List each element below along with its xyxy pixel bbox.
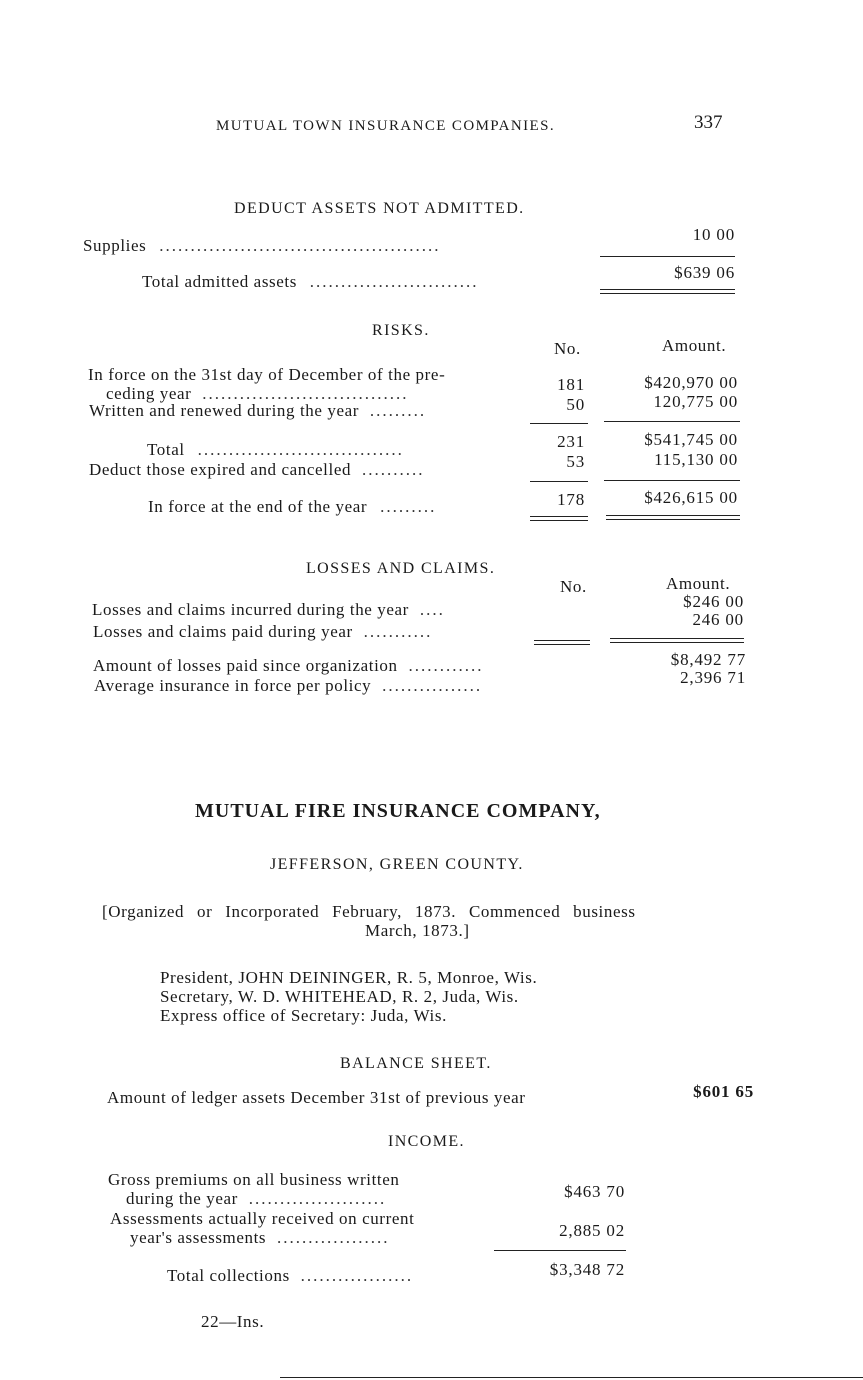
company-express-office: Express office of Secretary: Juda, Wis. — [160, 1006, 447, 1025]
income-heading: INCOME. — [388, 1133, 465, 1150]
losses-amount-double-rule — [610, 638, 744, 643]
risks-heading: RISKS. — [372, 322, 430, 339]
page-number: 337 — [694, 112, 723, 133]
page-footer: 22—Ins. — [201, 1312, 265, 1331]
ledger-assets-amount: $601 65 — [693, 1082, 754, 1101]
deduct-heading: DEDUCT ASSETS NOT ADMITTED. — [234, 200, 525, 217]
supplies-amount: 10 00 — [692, 225, 735, 244]
supplies-rule — [600, 256, 735, 257]
income-assess-label-2: year's assessments .................. — [130, 1228, 390, 1247]
losses-since-org-amount: $8,492 77 — [670, 650, 746, 669]
risks-row-prior-label-1: In force on the 31st day of December of the pre- — [88, 365, 446, 384]
total-admitted-label: Total admitted assets ........................... — [142, 272, 479, 291]
income-total-rule — [494, 1250, 626, 1251]
risks-row-written-amount: 120,775 00 — [653, 392, 738, 411]
risks-row-total-amount: $541,745 00 — [644, 430, 738, 449]
income-total-label: Total collections .................. — [167, 1266, 414, 1285]
losses-col-amount: Amount. — [666, 574, 731, 593]
risks-row-prior-no: 181 — [557, 375, 585, 394]
losses-paid-amount: 246 00 — [692, 610, 744, 629]
income-gross-label-1: Gross premiums on all business written — [108, 1170, 400, 1189]
risks-amount-rule-2 — [604, 480, 740, 481]
losses-heading: LOSSES AND CLAIMS. — [306, 560, 496, 577]
income-gross-amount: $463 70 — [564, 1182, 625, 1201]
income-assess-amount: 2,885 02 — [559, 1221, 625, 1240]
losses-incurred-label: Losses and claims incurred during the year .... — [92, 600, 445, 619]
total-admitted-amount: $639 06 — [674, 263, 735, 282]
losses-no-double-rule — [534, 640, 590, 645]
risks-row-prior-label-2: ceding year ................................. — [106, 384, 409, 403]
risks-amount-double-rule — [606, 515, 740, 520]
losses-average-amount: 2,396 71 — [680, 668, 746, 687]
losses-paid-label: Losses and claims paid during year ........... — [93, 622, 433, 641]
risks-row-endyear-label: In force at the end of the year ......... — [148, 497, 437, 516]
risks-row-deduct-no: 53 — [566, 452, 585, 471]
bottom-edge-rule — [280, 1377, 863, 1378]
risks-row-endyear-no: 178 — [557, 490, 585, 509]
income-assess-label-1: Assessments actually received on current — [110, 1209, 415, 1228]
losses-average-label: Average insurance in force per policy ................ — [94, 676, 483, 695]
risks-amount-rule-1 — [604, 421, 740, 422]
company-secretary: Secretary, W. D. WHITEHEAD, R. 2, Juda, Wis. — [160, 987, 519, 1006]
risks-no-double-rule — [530, 516, 588, 521]
balance-heading: BALANCE SHEET. — [340, 1055, 492, 1072]
running-head: MUTUAL TOWN INSURANCE COMPANIES. — [216, 118, 555, 134]
losses-incurred-amount: $246 00 — [683, 592, 744, 611]
company-organized-line-2: March, 1873.] — [365, 921, 470, 940]
supplies-label: Supplies ............................................. — [83, 236, 441, 255]
risks-no-rule-1 — [530, 423, 588, 424]
risks-row-written-no: 50 — [566, 395, 585, 414]
company-organized-line-1: [Organized or Incorporated February, 1873. Commenced business — [102, 902, 636, 921]
risks-row-total-no: 231 — [557, 432, 585, 451]
ledger-assets-label: Amount of ledger assets December 31st of previous year — [107, 1088, 526, 1107]
income-total-amount: $3,348 72 — [549, 1260, 625, 1279]
losses-col-no: No. — [560, 577, 587, 596]
company-location: JEFFERSON, GREEN COUNTY. — [270, 856, 524, 873]
risks-row-total-label: Total ................................. — [147, 440, 404, 459]
risks-row-deduct-label: Deduct those expired and cancelled .......... — [89, 460, 425, 479]
company-title: MUTUAL FIRE INSURANCE COMPANY, — [195, 800, 601, 822]
risks-row-written-label: Written and renewed during the year ......... — [89, 401, 427, 420]
company-president: President, JOHN DEININGER, R. 5, Monroe, Wis. — [160, 968, 538, 987]
risks-col-no: No. — [554, 339, 581, 358]
risks-row-endyear-amount: $426,615 00 — [644, 488, 738, 507]
risks-no-rule-2 — [530, 481, 588, 482]
income-gross-label-2: during the year ...................... — [126, 1189, 387, 1208]
risks-row-prior-amount: $420,970 00 — [644, 373, 738, 392]
total-admitted-double-rule — [600, 289, 735, 294]
risks-col-amount: Amount. — [662, 336, 727, 355]
losses-since-org-label: Amount of losses paid since organization ............ — [93, 656, 484, 675]
risks-row-deduct-amount: 115,130 00 — [654, 450, 738, 469]
